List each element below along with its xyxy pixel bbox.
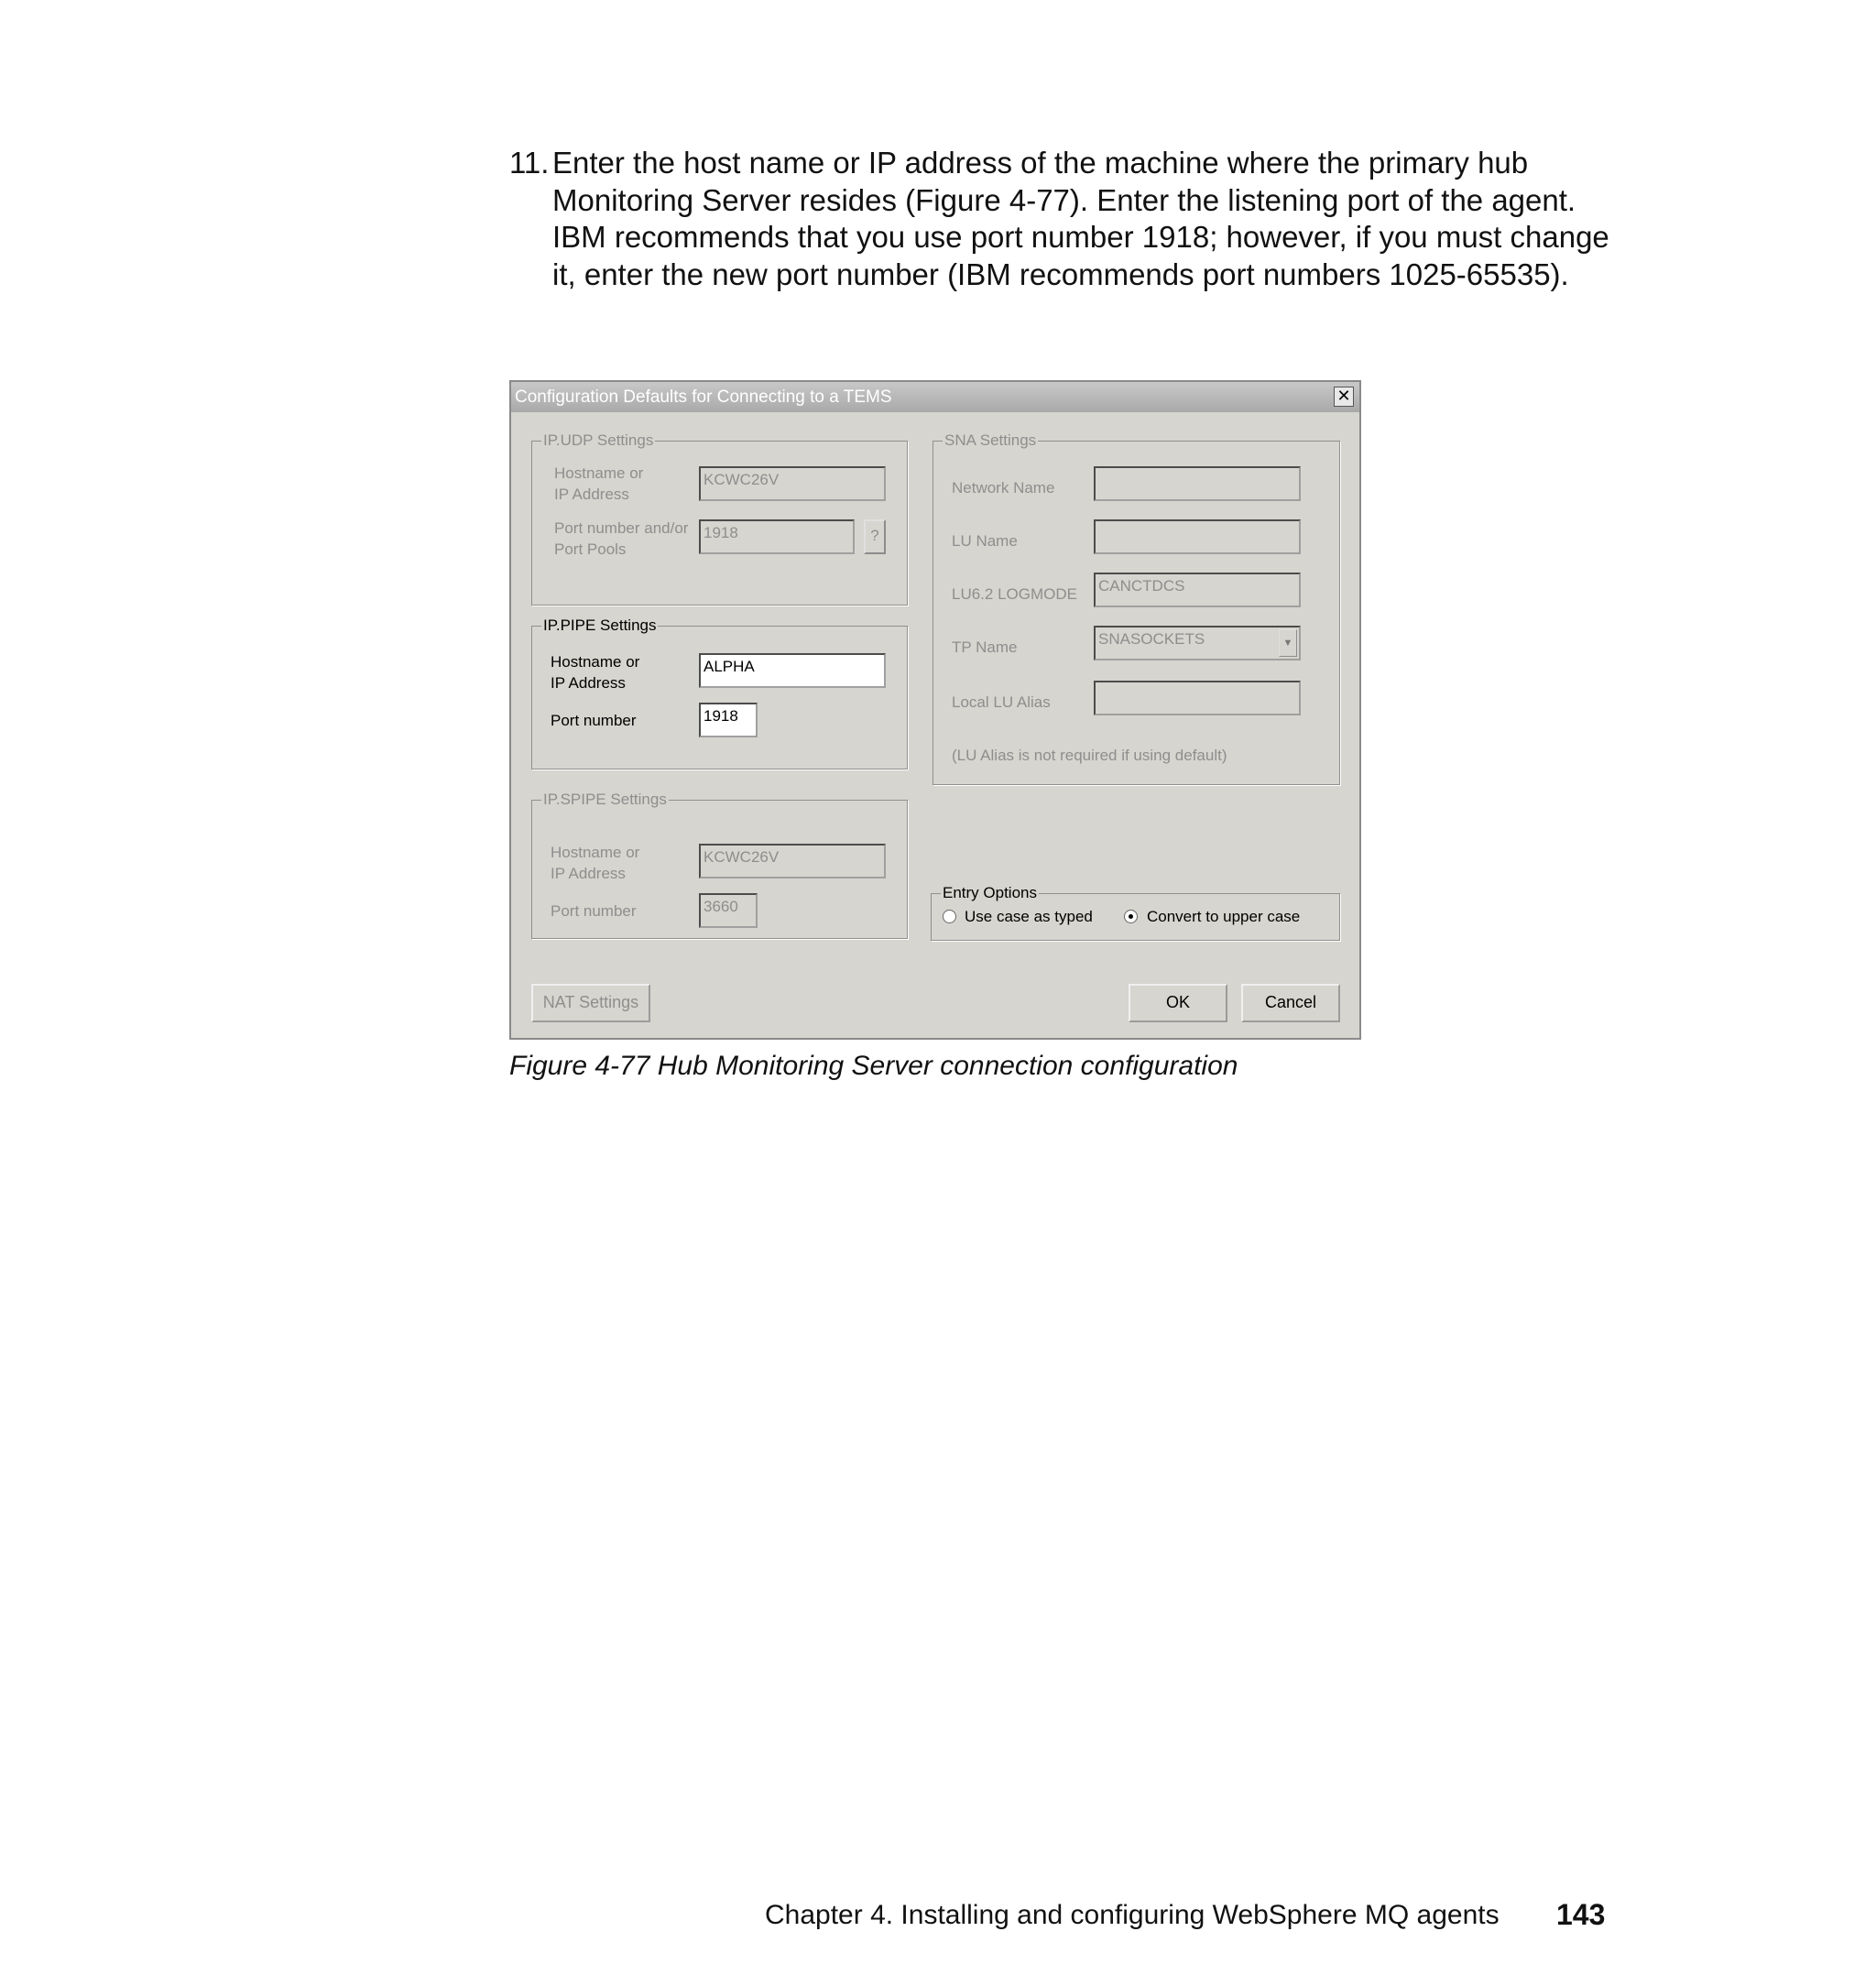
ip-udp-hostname-field[interactable]: KCWC26V (699, 466, 886, 501)
sna-lu-name-label: LU Name (952, 532, 1018, 550)
ip-pipe-group (531, 617, 908, 769)
sna-network-name-label: Network Name (952, 479, 1055, 496)
ip-spipe-hostname-field[interactable]: KCWC26V (699, 844, 886, 878)
ip-spipe-group (531, 791, 908, 939)
entry-options-group (931, 884, 1340, 941)
option-use-case-label: Use case as typed (965, 908, 1093, 925)
ip-spipe-port-field[interactable]: 3660 (699, 893, 758, 928)
entry-options-legend: Entry Options (943, 884, 1037, 901)
dialog-titlebar (511, 382, 1359, 412)
ip-udp-port-label: Port number and/or Port Pools (554, 519, 689, 558)
ip-udp-group (531, 431, 908, 606)
ip-spipe-hostname-label: Hostname or IP Address (551, 844, 640, 882)
nat-settings-button[interactable]: NAT Settings (531, 984, 650, 1022)
sna-network-name-field[interactable] (1094, 466, 1301, 501)
ip-pipe-port-label: Port number (551, 712, 637, 729)
sna-legend: SNA Settings (944, 431, 1037, 449)
radio-use-case-as-typed[interactable] (943, 910, 956, 923)
cancel-button[interactable]: Cancel (1241, 984, 1340, 1022)
ip-udp-port-field[interactable]: 1918 (699, 519, 855, 554)
ip-pipe-port-field[interactable]: 1918 (699, 703, 758, 737)
ip-udp-help-button[interactable]: ? (864, 519, 886, 554)
sna-local-lu-alias-label: Local LU Alias (952, 693, 1051, 711)
ok-button[interactable]: OK (1129, 984, 1227, 1022)
option-upper-case-label: Convert to upper case (1147, 908, 1301, 925)
sna-tp-name-label: TP Name (952, 638, 1018, 656)
figure-caption: Figure 4-77 Hub Monitoring Server connection configuration (509, 1051, 1238, 1081)
close-icon[interactable]: ✕ (1334, 387, 1354, 407)
ip-udp-hostname-label: Hostname or IP Address (554, 464, 644, 503)
sna-tp-name-select[interactable] (1094, 626, 1301, 660)
sna-alias-note: (LU Alias is not required if using default) (952, 747, 1227, 764)
ip-spipe-legend: IP.SPIPE Settings (543, 791, 667, 808)
ip-pipe-hostname-field[interactable]: ALPHA (699, 653, 886, 688)
ip-spipe-port-label: Port number (551, 902, 637, 920)
ip-pipe-legend: IP.PIPE Settings (543, 617, 657, 634)
ip-pipe-hostname-label: Hostname or IP Address (551, 653, 640, 692)
footer-chapter: Chapter 4. Installing and configuring WebSphere MQ agents (765, 1900, 1500, 1930)
chevron-down-icon[interactable]: ▼ (1279, 629, 1297, 657)
sna-group (933, 431, 1340, 785)
ip-udp-legend: IP.UDP Settings (543, 431, 654, 449)
footer-page-number: 143 (1556, 1898, 1606, 1931)
sna-local-lu-alias-field[interactable] (1094, 681, 1301, 715)
step-number: 11. (509, 146, 550, 180)
sna-logmode-label: LU6.2 LOGMODE (952, 585, 1077, 603)
dialog-title: Configuration Defaults for Connecting to a TEMS (515, 387, 892, 407)
radio-convert-upper-case[interactable] (1124, 910, 1138, 923)
tems-config-dialog (509, 380, 1361, 1040)
sna-logmode-field[interactable]: CANCTDCS (1094, 573, 1301, 607)
sna-lu-name-field[interactable] (1094, 519, 1301, 554)
step-text: Enter the host name or IP address of the machine where the primary hub Monitoring Server resides (Figure 4-77). Enter the listening port of the agent. IBM recommends that you use port number 1918; however, if you must change it, enter the new port number (IBM recommends port numbers 1025-65535). (552, 146, 1609, 291)
sna-tp-name-value: SNASOCKETS (1098, 630, 1205, 648)
